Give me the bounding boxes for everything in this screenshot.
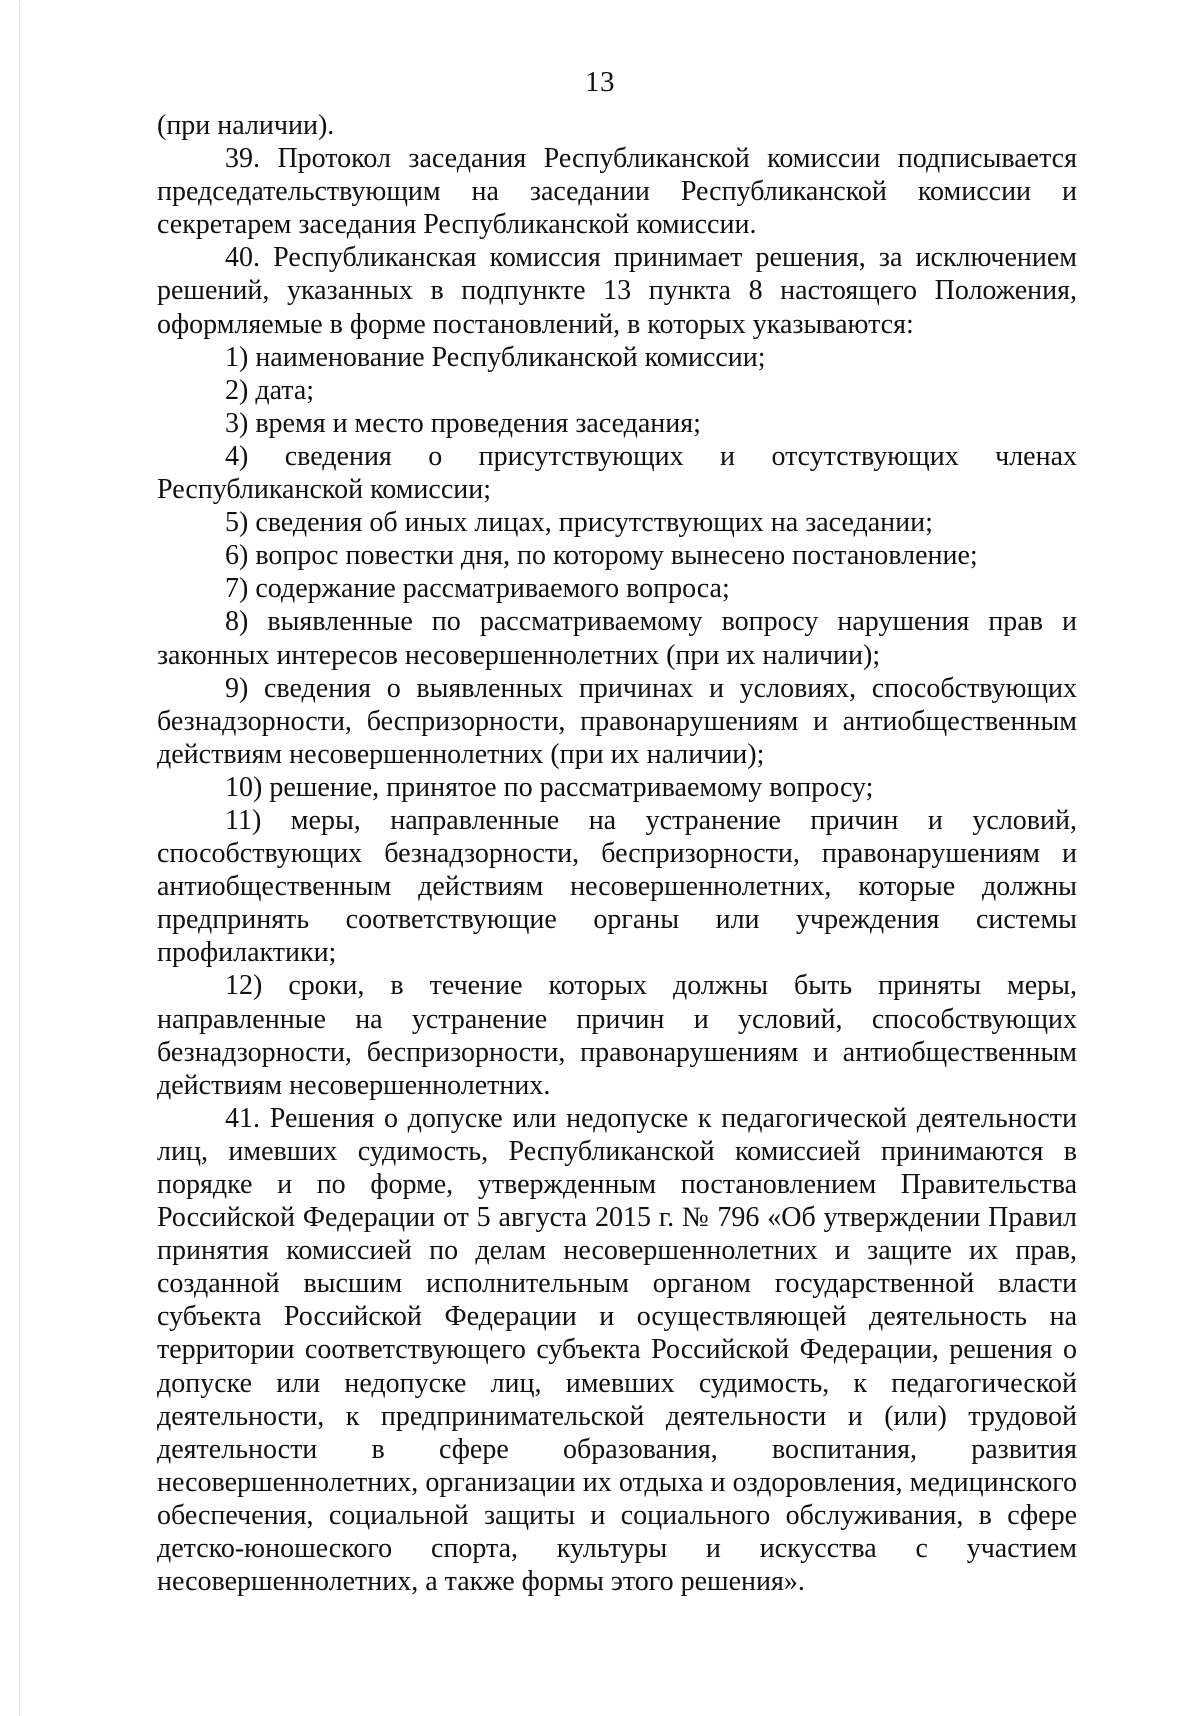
list-item-6: 6) вопрос повестки дня, по которому вынесено постановление; [225,540,978,572]
page-number: 13 [585,66,615,98]
list-item-3: 3) время и место проведения заседания; [225,407,701,439]
list-item-9: 9) сведения о выявленных причинах и условиях, способствующих безнадзорности, беспризорности, правонарушениям и антиобщественным действиям несовершеннолетних (при их наличии); [157,672,1077,770]
list-item-10: 10) решение, принятое по рассматриваемому вопросу; [225,771,874,803]
list-item-4: 4) сведения о присутствующих и отсутствующих членах Республиканской комиссии; [157,440,1077,506]
list-item-7: 7) содержание рассматриваемого вопроса; [225,573,730,605]
list-item-12: 12) сроки, в течение которых должны быть приняты меры, направленные на устранение причин и условий, способствующих безнадзорности, беспризорности, правонарушениям и антиобщественным действиям несовершеннолетних. [157,970,1077,1101]
paragraph-40: 40. Республиканская комиссия принимает решения, за исключением решений, указанных в подпункте 13 пункта 8 настоящего Положения, оформляемые в форме постановлений, в которых указываются: [157,242,1077,340]
paragraph-continuation: (при наличии). [157,110,335,141]
document-body [157,109,1077,1598]
paragraph-41: 41. Решения о допуске или недопуске к педагогической деятельности лиц, имевших судимость, Республиканской комиссией принимаются в порядке и по форме, утвержденным постановлением Правительства Российской Федерации от 5 августа 2015 г. № 796 «Об утверждении Правил принятия комиссией по делам несовершеннолетних и защите их прав, созданной высшим исполнительным органом государственной власти субъекта Российской Федерации и осуществляющей деятельность на территории соответствующего субъекта Российской Федерации, решения о допуске или недопуске лиц, имевших судимость, к педагогической деятельности, к предпринимательской деятельности и (или) трудовой деятельности в сфере образования, воспитания, развития несовершеннолетних, организации их отдыха и оздоровления, медицинского обеспечения, социальной защиты и социального обслуживания, в сфере детско-юношеского спорта, культуры и искусства с участием несовершеннолетних, а также формы этого решения». [157,1102,1077,1598]
list-item-8: 8) выявленные по рассматриваемому вопросу нарушения прав и законных интересов несовершеннолетних (при их наличии); [157,606,1077,671]
list-item-1: 1) наименование Республиканской комиссии; [225,341,766,373]
paragraph-39: 39. Протокол заседания Республиканской комиссии подписывается председательствующим на заседании Республиканской комиссии и секретарем заседания Республиканской комиссии. [157,143,1077,241]
list-item-11: 11) меры, направленные на устранение причин и условий, способствующих безнадзорности, беспризорности, правонарушениям и антиобщественным действиям несовершеннолетних, которые должны предпринять соответствующие органы или учреждения системы профилактики; [157,804,1077,969]
scan-edge-artifact [19,0,20,1716]
list-item-5: 5) сведения об иных лицах, присутствующих на заседании; [225,507,933,539]
list-item-2: 2) дата; [225,374,315,406]
